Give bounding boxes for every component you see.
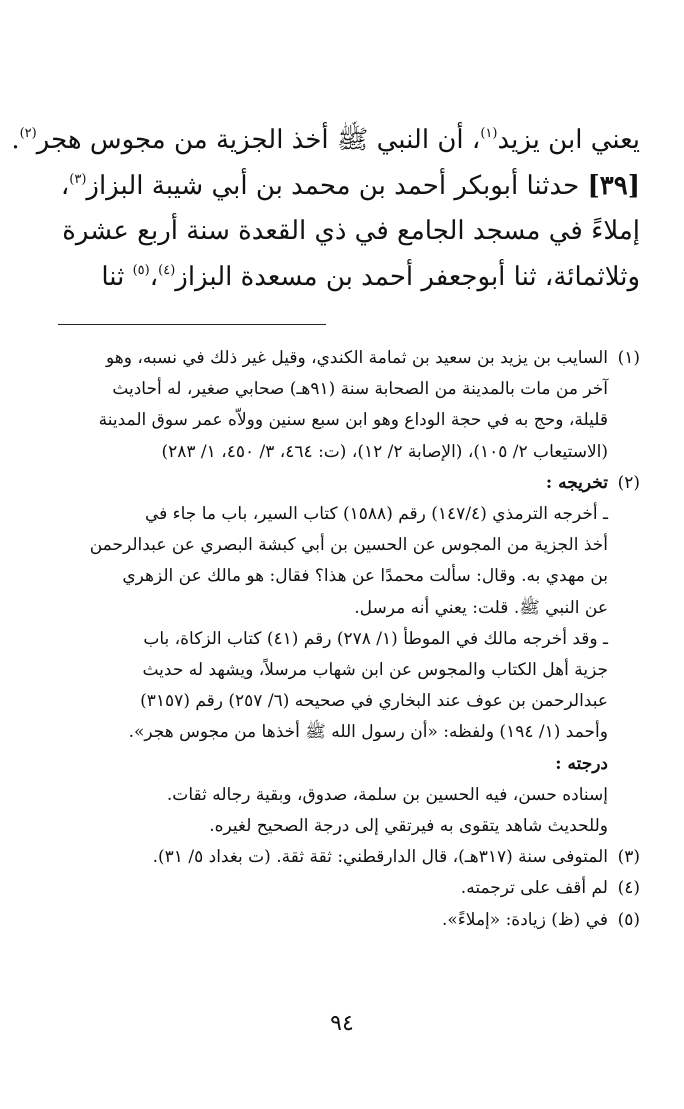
footnote-ref[interactable]: (١) xyxy=(480,126,498,141)
text-segment: ، xyxy=(149,261,159,292)
footnote-2 xyxy=(44,468,640,842)
text-segment: . xyxy=(11,125,20,155)
main-line xyxy=(44,255,640,301)
footnote-4 xyxy=(44,873,640,904)
text-segment: ، xyxy=(60,170,70,201)
footnote-line: بن مهدي به. وقال: سألت محمدًا عن هذا؟ فقال: هو مالك عن الزهري xyxy=(122,566,608,587)
footnote-number: (٢) xyxy=(617,472,640,493)
main-text xyxy=(11,118,640,300)
footnote-line: السايب بن يزيد بن سعيد بن ثمامة الكندي، وقيل غير ذلك في نسبه، وهو xyxy=(106,348,608,368)
footnote-line: في (ظ) زيادة: «إملاءً». xyxy=(442,909,608,930)
footnote-line: إسناده حسن، فيه الحسين بن سلمة، صدوق، وبقية رجاله ثقات. xyxy=(166,784,608,805)
footnote-number: (٤) xyxy=(617,878,640,899)
footnote-ref[interactable]: (٥) xyxy=(132,262,150,278)
footnote-line: وللحديث شاهد يتقوى به فيرتقي إلى درجة الصحيح لغيره. xyxy=(209,816,608,837)
footnote-5 xyxy=(44,905,640,936)
page-number: ٩٤ xyxy=(330,1011,354,1036)
footnote-line: آخر من مات بالمدينة من الصحابة سنة (٩١هـ) صحابي صغير، له أحاديث xyxy=(112,379,608,400)
takhrij-heading: تخريجه : xyxy=(545,472,608,493)
footnote-line: (الاستيعاب ٢/ ١٠٥)، (الإصابة ٢/ ١٢)، (ت: ٤٦٤، ٣/ ٤٥٠، ١/ ٢٨٣) xyxy=(161,441,608,462)
footnote-line: المتوفى سنة (٣١٧هـ)، قال الدارقطني: ثقة ثقة. (ت بغداد ٥/ ٣١). xyxy=(152,847,608,868)
text-segment: ، أن النبي ﷺ أخذ الجزية من مجوس هجر xyxy=(36,125,481,155)
text-segment: يعني ابن يزيد xyxy=(497,125,640,155)
footnote-line: عبدالرحمن بن عوف عند البخاري في صحيحه (٦/ ٢٥٧) رقم (٣١٥٧) xyxy=(140,691,608,712)
footnote-ref[interactable]: (٤) xyxy=(158,262,176,278)
grade-heading: درجته : xyxy=(555,753,608,774)
text-segment: وثلاثمائة، ثنا أبوجعفر أحمد بن مسعدة البزاز xyxy=(175,261,640,292)
main-line xyxy=(11,118,640,164)
footnote-number: (٣) xyxy=(617,847,640,868)
footnote-line: ـ وقد أخرجه مالك في الموطأ (١/ ٢٧٨) رقم (٤١) كتاب الزكاة، باب xyxy=(143,628,608,649)
footnote-line: جزية أهل الكتاب والمجوس عن ابن شهاب مرسلاً، ويشهد له حديث xyxy=(142,660,608,681)
main-line: إملاءً في مسجد الجامع في ذي القعدة سنة أربع عشرة xyxy=(62,216,640,246)
footnotes xyxy=(44,343,640,936)
footnote-line: أخذ الجزية من المجوس عن الحسين بن أبي كبشة البصري عن عبدالرحمن xyxy=(89,535,608,556)
footnote-line: قليلة، وحج به في حجة الوداع وهو ابن سبع سنين وولاّه عمر سوق المدينة xyxy=(98,410,608,431)
footnote-ref[interactable]: (٢) xyxy=(19,126,37,141)
footnote-number: (٥) xyxy=(617,909,640,930)
footnote-line: ـ أخرجه الترمذي (١٤٧/٤) رقم (١٥٨٨) كتاب السير، باب ما جاء في xyxy=(144,504,608,525)
footnote-3 xyxy=(44,842,640,873)
footnote-1 xyxy=(44,343,640,468)
text-segment: ثنا xyxy=(101,261,133,292)
footnote-separator xyxy=(58,324,326,325)
footnote-line: لم أقف على ترجمته. xyxy=(460,878,608,899)
footnote-ref[interactable]: (٣) xyxy=(69,171,87,187)
footnote-line: وأحمد (١/ ١٩٤) ولفظه: «أن رسول الله ﷺ أخذها من مجوس هجر». xyxy=(128,722,608,743)
hadith-number: [٣٩] xyxy=(587,170,640,201)
footnote-number: (١) xyxy=(617,348,640,368)
main-line xyxy=(44,164,640,210)
text-segment: حدثنا أبوبكر أحمد بن محمد بن أبي شيبة البزاز xyxy=(86,170,588,201)
footnote-line: عن النبي ﷺ. قلت: يعني أنه مرسل. xyxy=(354,597,608,618)
